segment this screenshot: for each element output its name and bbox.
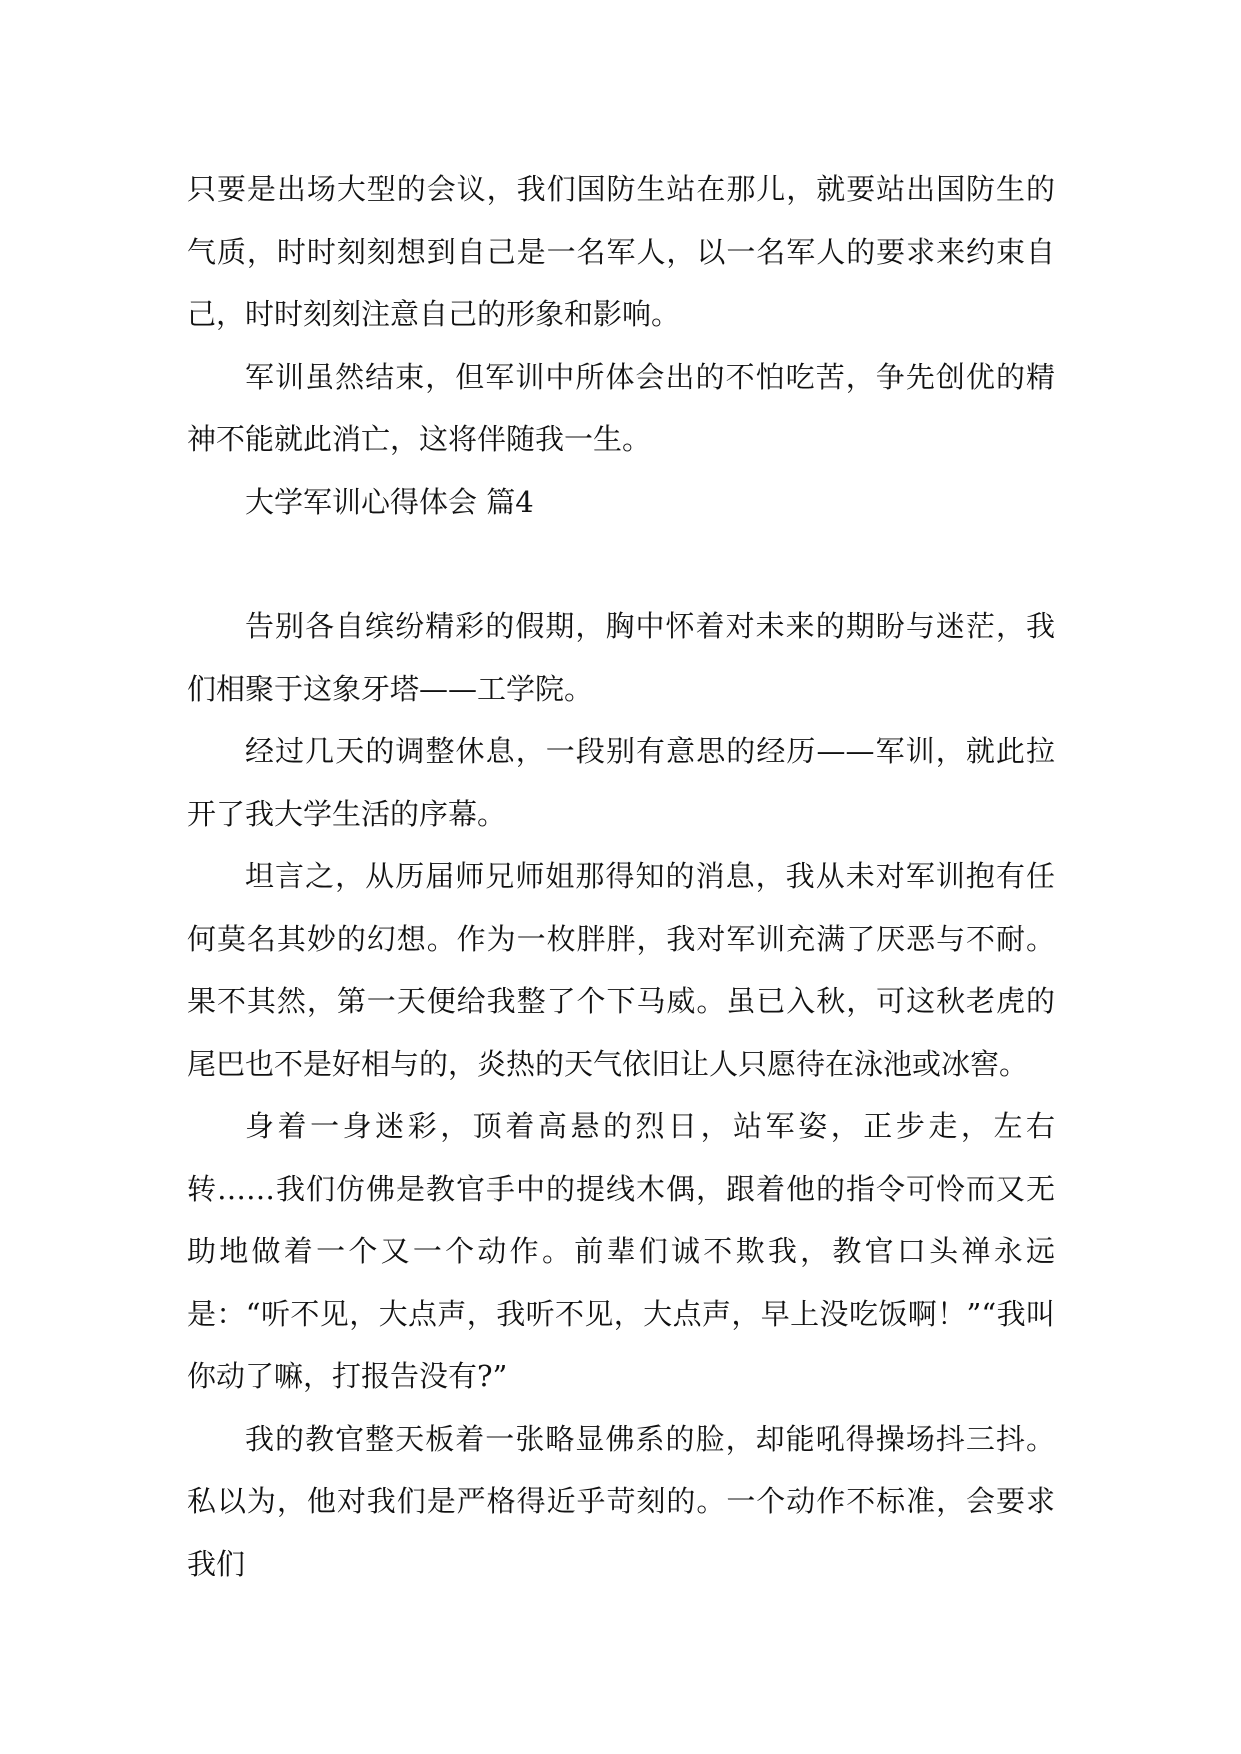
paragraph-frankly: 坦言之，从历届师兄师姐那得知的消息，我从未对军训抱有任何莫名其妙的幻想。作为一枚胖胖，我对军训充满了厌恶与不耐。果不其然，第一天便给我整了个下马威。虽已入秋，可这秋老虎的尾巴也不是好相与的，炎热的天气依旧让人只愿待在泳池或冰窖。 — [187, 859, 1055, 1081]
section-spacer — [187, 533, 1055, 595]
paragraph-continued: 只要是出场大型的会议，我们国防生站在那儿，就要站出国防生的气质，时时刻刻想到自己是一名军人，以一名军人的要求来约束自己，时时刻刻注意自己的形象和影响。 — [187, 172, 1055, 331]
paragraph-military-training-ends: 军训虽然结束，但军训中所体会出的不怕吃苦，争先创优的精神不能就此消亡，这将伴随我一生。 — [187, 359, 1055, 456]
paragraph-adjustment-rest: 经过几天的调整休息，一段别有意思的经历——军训，就此拉开了我大学生活的序幕。 — [187, 734, 1055, 831]
document-body — [187, 158, 1055, 1595]
paragraph-camouflage: 身着一身迷彩，顶着高悬的烈日，站军姿，正步走，左右转……我们仿佛是教官手中的提线木偶，跟着他的指令可怜而又无助地做着一个又一个动作。前辈们诚不欺我，教官口头禅永远是：“听不见，大点声，我听不见，大点声，早上没吃饭啊！”“我叫你动了嘛，打报告没有?” — [187, 1109, 1055, 1393]
paragraph-farewell-holiday: 告别各自缤纷精彩的假期，胸中怀着对未来的期盼与迷茫，我们相聚于这象牙塔——工学院。 — [187, 609, 1055, 706]
paragraph-instructor: 我的教官整天板着一张略显佛系的脸，却能吼得操场抖三抖。私以为，他对我们是严格得近乎苛刻的。一个动作不标准，会要求我们 — [187, 1421, 1055, 1581]
section-heading: 大学军训心得体会 篇4 — [245, 484, 534, 519]
